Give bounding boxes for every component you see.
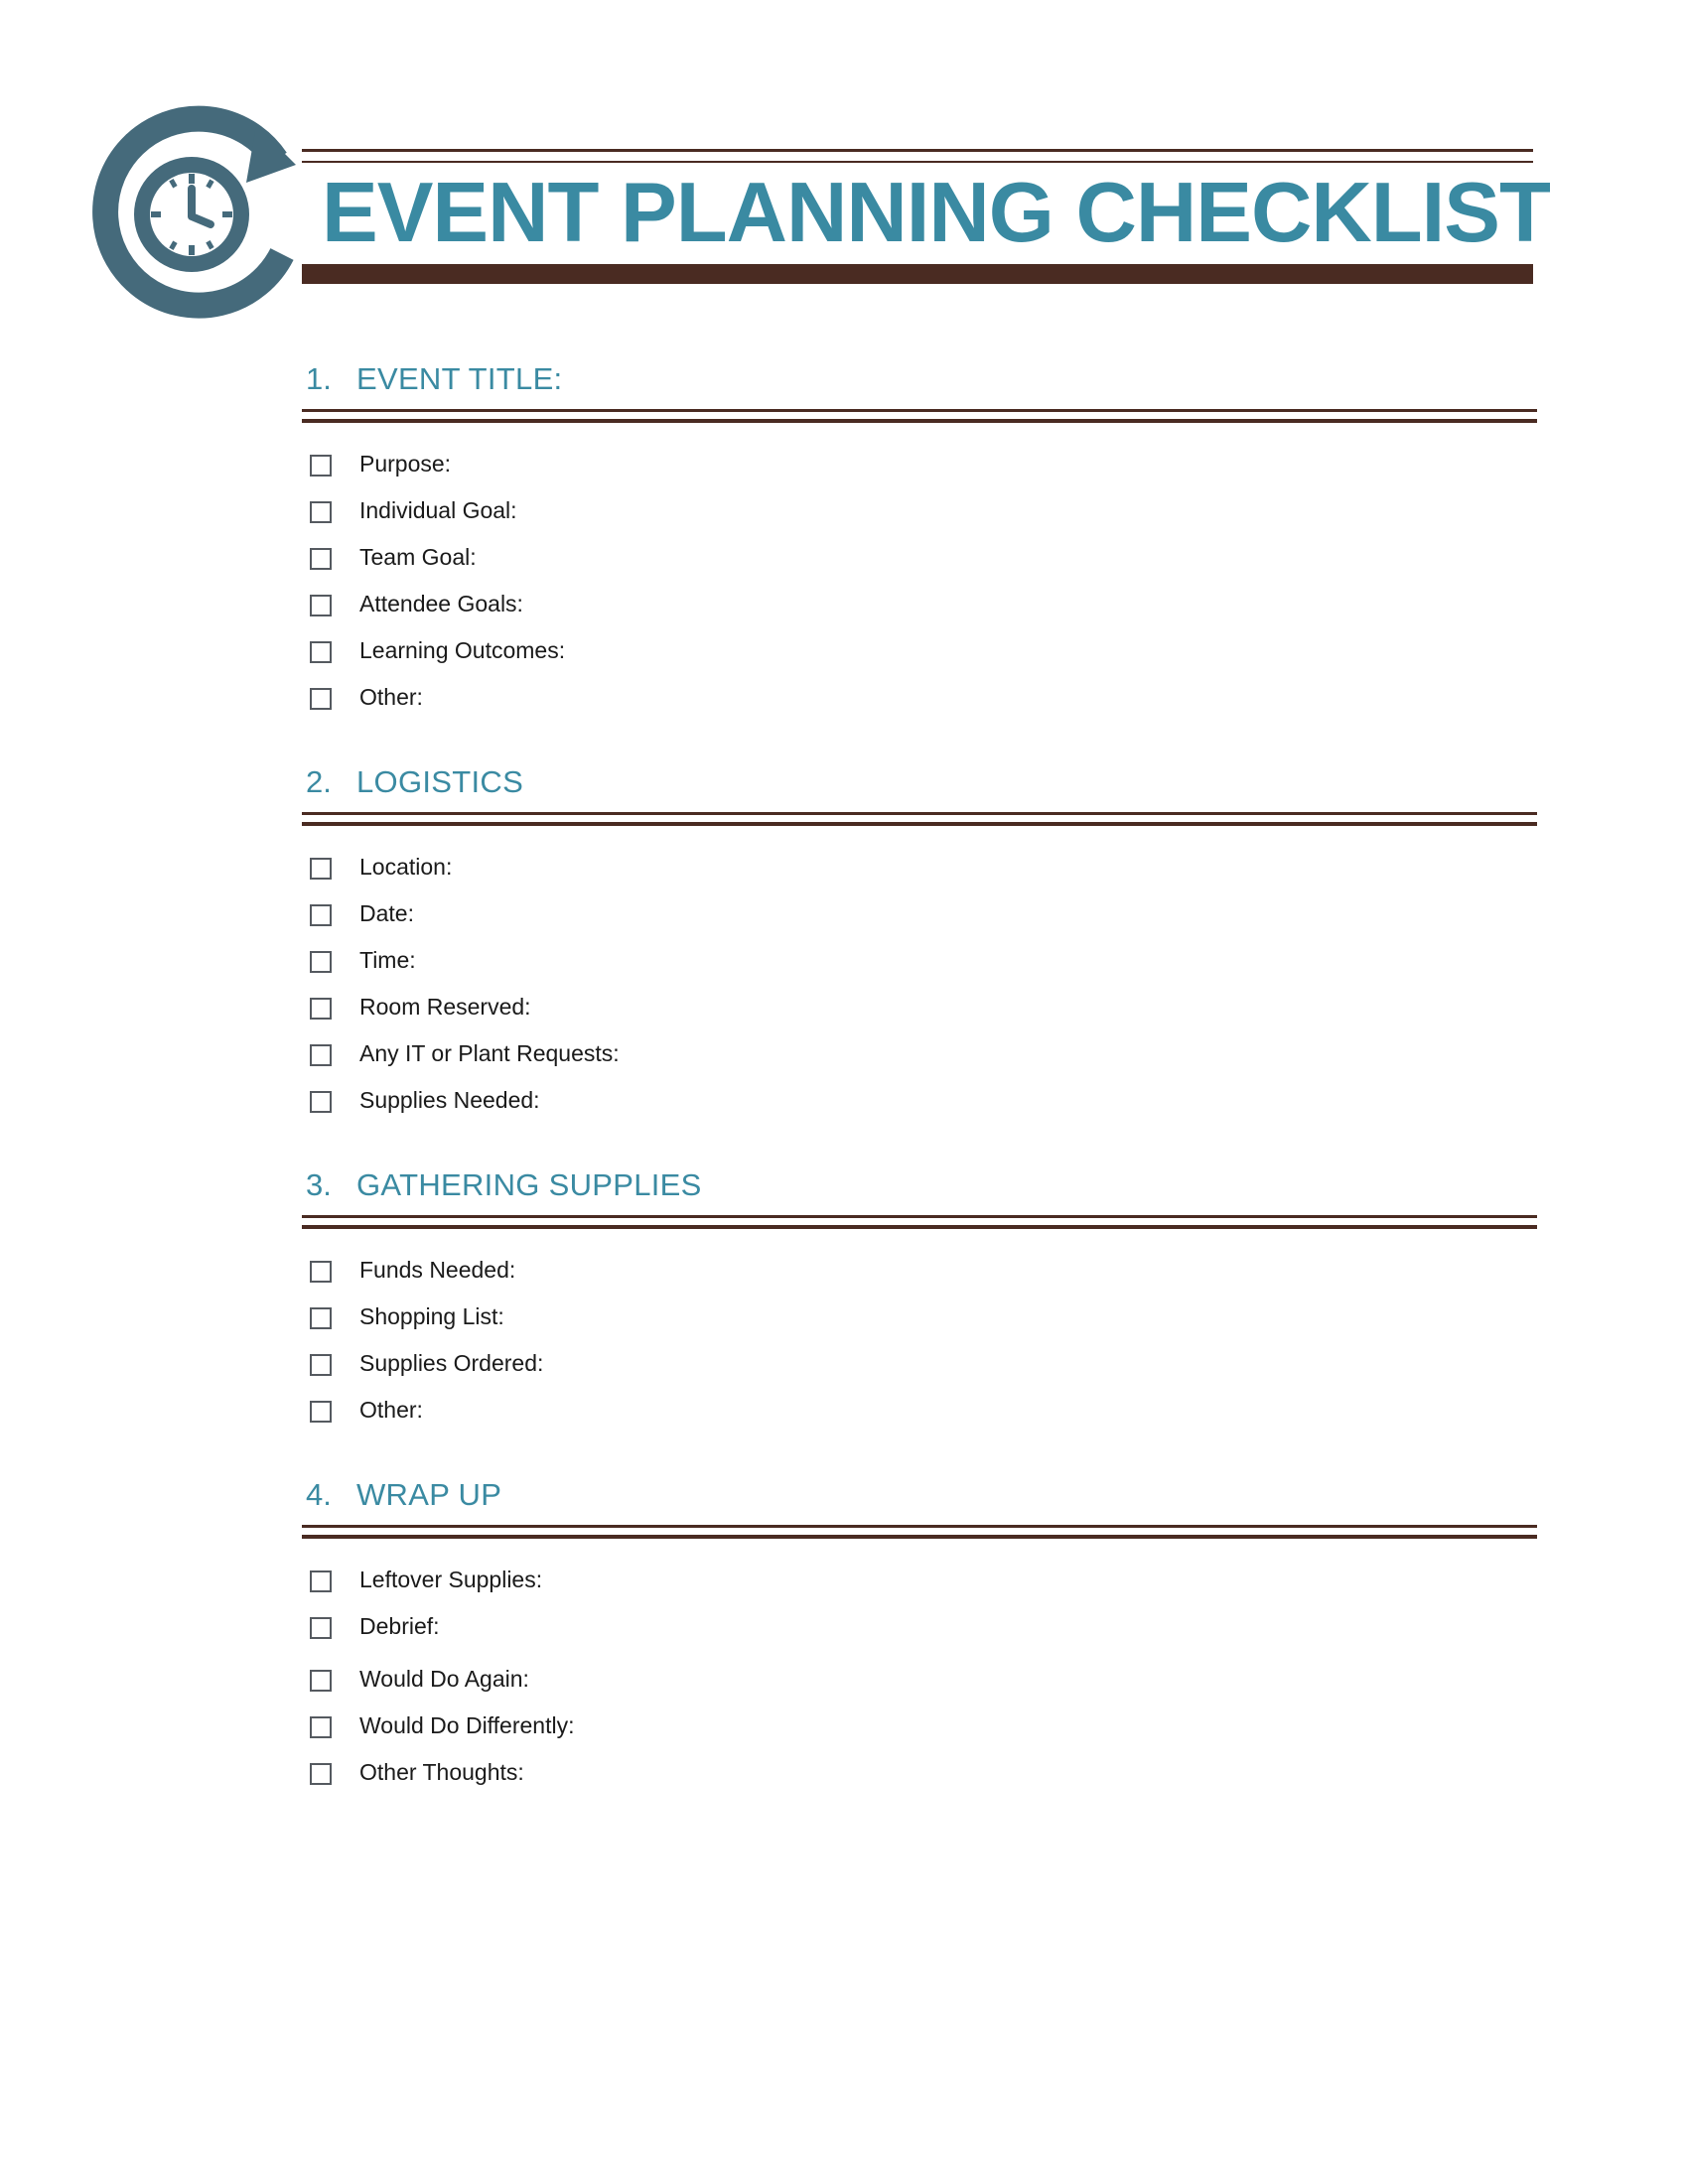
section-rule — [302, 1225, 1537, 1229]
checklist-item-label: Attendee Goals: — [359, 591, 523, 616]
checkbox[interactable] — [310, 1570, 332, 1592]
checklist-item — [302, 900, 1096, 951]
page-title: EVENT PLANNING CHECKLIST — [322, 166, 1550, 260]
checklist-item — [302, 1257, 1096, 1307]
checklist-item-label: Team Goal: — [359, 544, 477, 570]
section-number: 3. — [306, 1167, 332, 1202]
checkbox[interactable] — [310, 998, 332, 1020]
title-top-rule-secondary — [302, 161, 1533, 163]
checklist-item-label: Leftover Supplies: — [359, 1567, 543, 1592]
section-number: 1. — [306, 361, 332, 396]
checkbox[interactable] — [310, 1091, 332, 1113]
checklist-item — [302, 637, 1096, 688]
checklist-item — [302, 1303, 1096, 1354]
checkbox[interactable] — [310, 641, 332, 663]
section-number: 4. — [306, 1477, 332, 1512]
checkbox[interactable] — [310, 1261, 332, 1283]
checkbox[interactable] — [310, 595, 332, 616]
checklist-item — [302, 1040, 1096, 1091]
checklist-item — [302, 1613, 1096, 1664]
checkbox[interactable] — [310, 1617, 332, 1639]
checklist-item — [302, 1087, 1096, 1138]
checkbox[interactable] — [310, 1044, 332, 1066]
checkbox[interactable] — [310, 501, 332, 523]
checklist-item — [302, 947, 1096, 998]
checklist-item-label: Other: — [359, 684, 423, 710]
checklist-item-label: Date: — [359, 900, 414, 926]
checklist-item — [302, 1397, 1096, 1447]
checklist-item — [302, 994, 1096, 1044]
checklist-item — [302, 1350, 1096, 1401]
section-3 — [302, 1161, 1537, 1423]
section-rule — [302, 409, 1537, 412]
checklist-item-label: Time: — [359, 947, 416, 973]
checklist-item — [302, 1666, 1096, 1716]
section-heading — [302, 355, 1537, 405]
checkbox[interactable] — [310, 688, 332, 710]
checkbox[interactable] — [310, 548, 332, 570]
checklist-item-label: Funds Needed: — [359, 1257, 516, 1283]
checkbox[interactable] — [310, 1401, 332, 1423]
title-bottom-bar — [302, 264, 1533, 284]
checkbox[interactable] — [310, 1716, 332, 1738]
checklist-item-label: Learning Outcomes: — [359, 637, 566, 663]
checklist-item — [302, 1759, 1096, 1810]
checklist-item-label: Supplies Needed: — [359, 1087, 540, 1113]
section-1 — [302, 355, 1537, 710]
checkbox[interactable] — [310, 1763, 332, 1785]
section-rule — [302, 419, 1537, 423]
checkbox[interactable] — [310, 1354, 332, 1376]
section-title: LOGISTICS — [356, 764, 524, 799]
section-4 — [302, 1471, 1537, 1785]
section-rule — [302, 1535, 1537, 1539]
checklist-item-label: Individual Goal: — [359, 497, 517, 523]
checklist-item-label: Purpose: — [359, 451, 452, 477]
checklist-item — [302, 591, 1096, 641]
checkbox[interactable] — [310, 904, 332, 926]
checklist-item-label: Would Do Differently: — [359, 1712, 575, 1738]
section-rule — [302, 822, 1537, 826]
clock-refresh-icon — [87, 105, 296, 319]
checklist-item — [302, 544, 1096, 595]
checklist-items — [302, 1257, 1096, 1447]
checklist-items — [302, 854, 1096, 1138]
checklist-items — [302, 1567, 1096, 1810]
checklist-item-label: Other Thoughts: — [359, 1759, 524, 1785]
checklist-item-label: Supplies Ordered: — [359, 1350, 544, 1376]
checkbox[interactable] — [310, 858, 332, 880]
checklist-item-label: Shopping List: — [359, 1303, 504, 1329]
checklist-item — [302, 497, 1096, 548]
checkbox[interactable] — [310, 951, 332, 973]
section-rule — [302, 812, 1537, 815]
section-number: 2. — [306, 764, 332, 799]
checkbox[interactable] — [310, 1670, 332, 1692]
checkbox[interactable] — [310, 1307, 332, 1329]
checklist-item-label: Any IT or Plant Requests: — [359, 1040, 620, 1066]
section-heading — [302, 1161, 1537, 1211]
title-top-rule — [302, 149, 1533, 152]
checklist-item-label: Location: — [359, 854, 453, 880]
section-title: WRAP UP — [356, 1477, 502, 1512]
section-rule — [302, 1215, 1537, 1218]
checklist-item — [302, 1712, 1096, 1763]
checklist-item-label: Other: — [359, 1397, 423, 1423]
checklist-item-label: Debrief: — [359, 1613, 440, 1639]
checklist-item — [302, 684, 1096, 735]
section-heading — [302, 1471, 1537, 1521]
checklist-items — [302, 451, 1096, 735]
section-title: EVENT TITLE: — [356, 361, 563, 396]
checklist-item — [302, 451, 1096, 501]
section-rule — [302, 1525, 1537, 1528]
checklist-item-label: Room Reserved: — [359, 994, 531, 1020]
section-heading — [302, 758, 1537, 808]
checklist-item-label: Would Do Again: — [359, 1666, 529, 1692]
section-2 — [302, 758, 1537, 1113]
checkbox[interactable] — [310, 455, 332, 477]
checklist-item — [302, 1567, 1096, 1617]
checklist-item — [302, 854, 1096, 904]
section-title: GATHERING SUPPLIES — [356, 1167, 702, 1202]
